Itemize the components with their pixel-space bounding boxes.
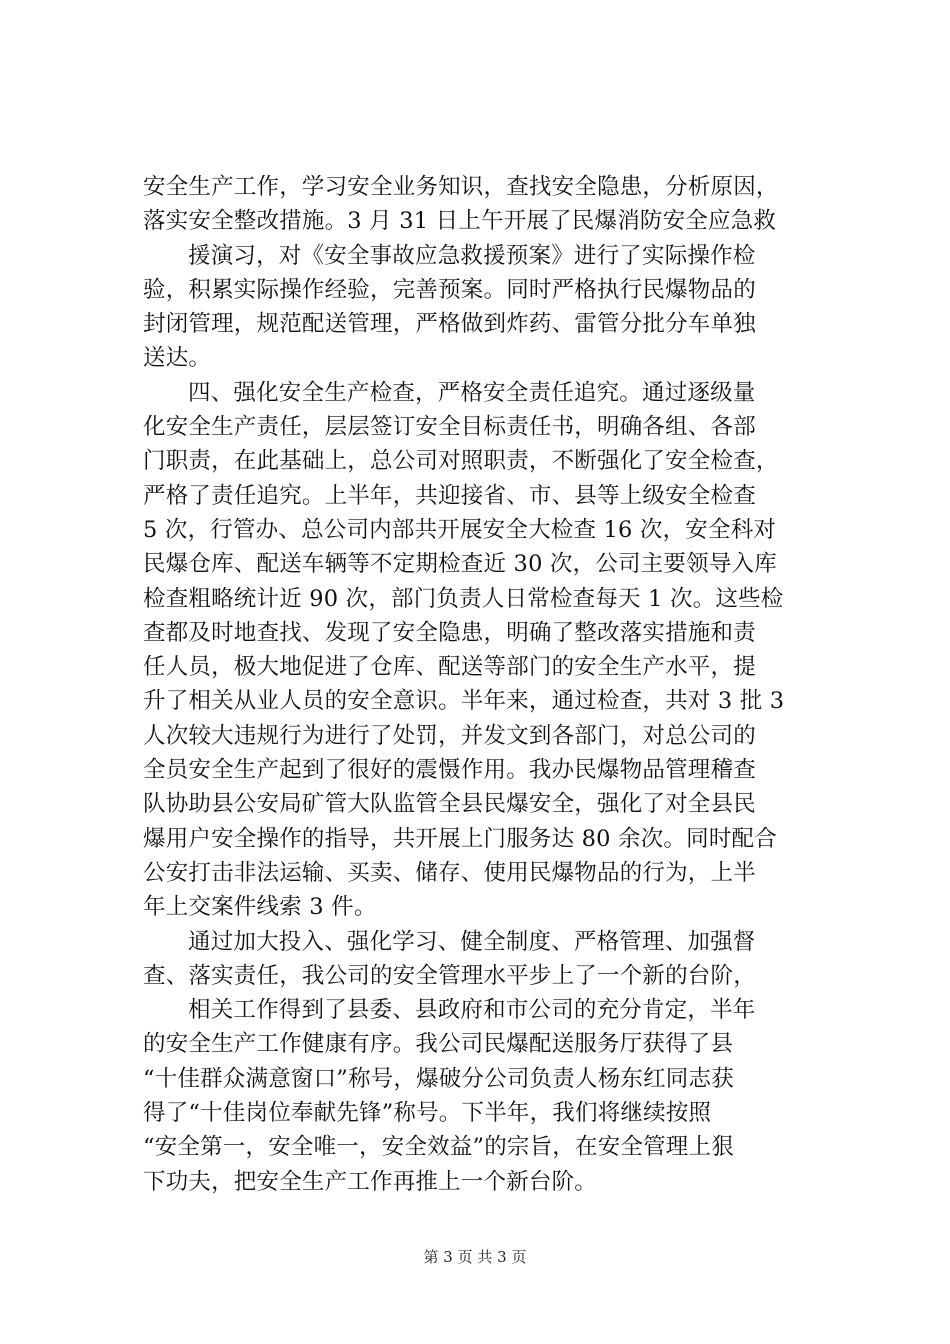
text-line: 公安打击非法运输、买卖、储存、使用民爆物品的行为，上半: [143, 859, 756, 886]
text-line: 送达。: [143, 345, 212, 372]
page-footer: 第 3 页 共 3 页: [423, 1248, 527, 1266]
text-line: 落实安全整改措施。3 月 31 日上午开展了民爆消防安全应急救: [143, 208, 777, 235]
text-line: 全员安全生产起到了很好的震慑作用。我办民爆物品管理稽查: [143, 757, 756, 784]
text-line: 爆用户安全操作的指导，共开展上门服务达 80 余次。同时配合: [143, 825, 777, 852]
text-line: 安全生产工作，学习安全业务知识，查找安全隐患，分析原因，: [143, 174, 779, 200]
text-line: 封闭管理，规范配送管理，严格做到炸药、雷管分批分车单独: [143, 311, 756, 338]
text-line: 5 次，行管办、总公司内部共开展安全大检查 16 次，安全科对: [143, 516, 777, 543]
text-line: 严格了责任追究。上半年，共迎接省、市、县等上级安全检查: [143, 482, 756, 509]
text-line: 查都及时地查找、发现了安全隐患，明确了整改落实措施和责: [143, 619, 756, 646]
text-line: 队协助县公安局矿管大队监管全县民爆安全，强化了对全县民: [143, 791, 756, 818]
text-line: “十佳群众满意窗口”称号，爆破分公司负责人杨东红同志获: [143, 1065, 734, 1092]
text-line: 下功夫，把安全生产工作再推上一个新台阶。: [143, 1168, 598, 1195]
text-line: 查、落实责任，我公司的安全管理水平步上了一个新的台阶，: [143, 962, 756, 989]
text-line: 人次较大违规行为进行了处罚，并发文到各部门，对总公司的: [143, 722, 756, 749]
text-line: 验，积累实际操作经验，完善预案。同时严格执行民爆物品的: [143, 276, 756, 303]
text-line: 相关工作得到了县委、县政府和市公司的充分肯定，半年: [188, 997, 756, 1024]
text-line: 援演习，对《安全事故应急救援预案》进行了实际操作检: [188, 242, 756, 269]
text-line: 化安全生产责任，层层签订安全目标责任书，明确各组、各部: [143, 414, 756, 441]
text-line: 的安全生产工作健康有序。我公司民爆配送服务厅获得了县: [143, 1031, 734, 1058]
text-line: 民爆仓库、配送车辆等不定期检查近 30 次，公司主要领导入库: [143, 551, 777, 578]
text-line: 门职责，在此基础上，总公司对照职责，不断强化了安全检查，: [143, 448, 779, 475]
document-body: [143, 170, 823, 1199]
text-line: 得了“十佳岗位奉献先锋”称号。下半年，我们将继续按照: [143, 1100, 712, 1127]
text-line: 四、强化安全生产检查，严格安全责任追究。通过逐级量: [188, 379, 756, 406]
text-line: 通过加大投入、强化学习、健全制度、严格管理、加强督: [188, 928, 756, 955]
text-line: 任人员，极大地促进了仓库、配送等部门的安全生产水平，提: [143, 654, 756, 681]
text-line: 升了相关从业人员的安全意识。半年来，通过检查，共对 3 批 3: [143, 688, 785, 715]
text-line: “安全第一，安全唯一，安全效益”的宗旨，在安全管理上狠: [143, 1134, 734, 1161]
text-line: 年上交案件线索 3 件。: [143, 894, 377, 921]
text-line: 检查粗略统计近 90 次，部门负责人日常检查每天 1 次。这些检: [143, 585, 784, 612]
